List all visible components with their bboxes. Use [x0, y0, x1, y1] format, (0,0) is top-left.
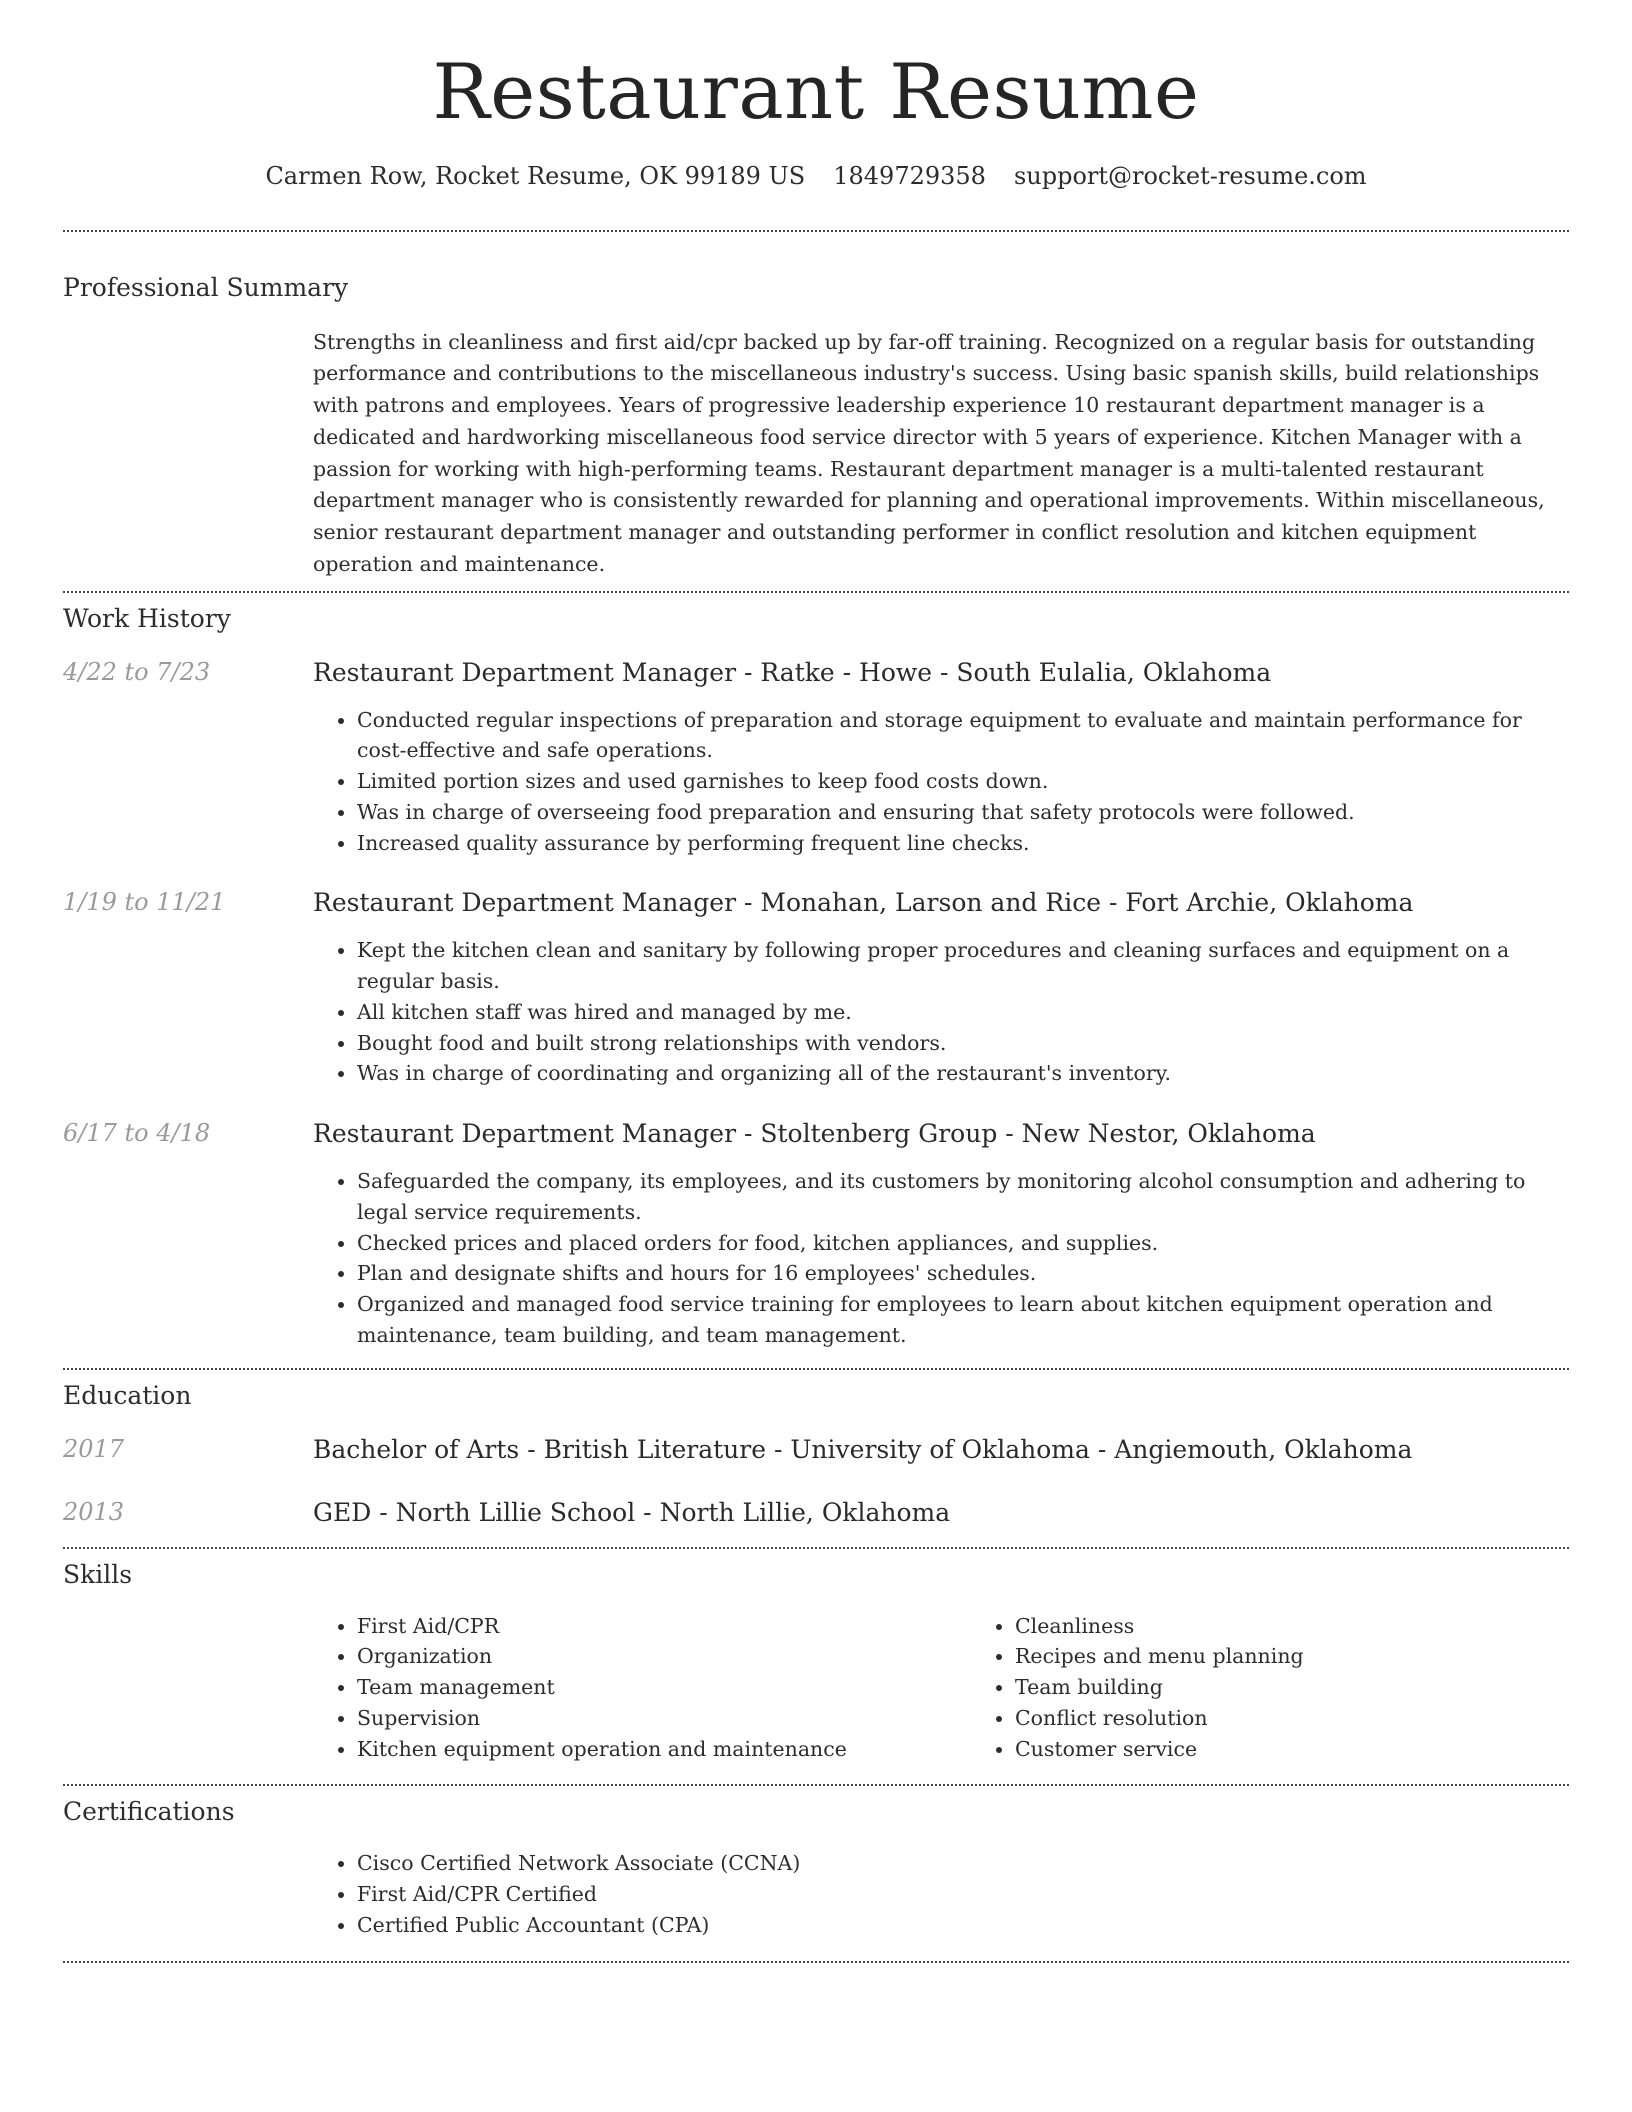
job-dates: 1/19 to 11/21	[63, 888, 226, 917]
skill-item: • Conflict resolution	[1015, 1703, 1629, 1734]
contact-address: Carmen Row, Rocket Resume, OK 99189 US	[265, 161, 806, 190]
job-heading: Restaurant Department Manager - Ratke - Howe - South Eulalia, Oklahoma	[313, 657, 1272, 687]
job-bullet: • Organized and managed food service training for employees to learn about kitchen equipment operation and maintenance, team building, and team management.	[357, 1289, 1569, 1351]
skills-list-right	[971, 1611, 1629, 1765]
summary-text: Strengths in cleanliness and first aid/cpr backed up by far-off training. Recognized on a regular basis for outstanding performance and contributions to the miscellaneous industry's success. Using basic spanish skills, build relationships with patrons and employees. Years of progressive leadership experience 10 restaurant department manager is a dedicated and hardworking miscellaneous food service director with 5 years of experience. Kitchen Manager with a passion for working with high-performing teams. Restaurant department manager is a multi-talented restaurant department manager who is consistently rewarded for planning and operational improvements. Within miscellaneous, senior restaurant department manager and outstanding performer in conflict resolution and kitchen equipment operation and maintenance.	[313, 329, 1545, 576]
skill-item: • First Aid/CPR	[357, 1611, 971, 1642]
education-entry	[63, 1498, 1569, 1527]
job-dates: 6/17 to 4/18	[63, 1119, 211, 1148]
job-bullets	[313, 1166, 1569, 1351]
education-section	[63, 1381, 1569, 1527]
certification-item: • Cisco Certified Network Associate (CCNA)	[357, 1848, 1569, 1879]
job-bullet: • Was in charge of overseeing food preparation and ensuring that safety protocols were followed.	[357, 797, 1569, 828]
section-title-certifications: Certifications	[63, 1797, 235, 1827]
education-entry	[63, 1435, 1569, 1464]
work-history-section	[63, 604, 1569, 1351]
skill-item: • Team management	[357, 1672, 971, 1703]
job-bullet: • Conducted regular inspections of preparation and storage equipment to evaluate and maintain performance for cost-effective and safe operations.	[357, 705, 1569, 767]
education-heading: GED - North Lillie School - North Lillie, Oklahoma	[313, 1497, 951, 1527]
education-year: 2013	[63, 1497, 125, 1526]
section-divider	[63, 1368, 1569, 1370]
resume-title: Restaurant Resume	[432, 47, 1200, 136]
skill-item: • Recipes and menu planning	[1015, 1641, 1629, 1672]
job-bullet: • Was in charge of coordinating and organizing all of the restaurant's inventory.	[357, 1058, 1569, 1089]
header-divider	[63, 230, 1569, 232]
section-divider	[63, 1547, 1569, 1549]
skill-item: • Cleanliness	[1015, 1611, 1629, 1642]
job-bullet: • Checked prices and placed orders for food, kitchen appliances, and supplies.	[357, 1228, 1569, 1259]
education-year: 2017	[63, 1434, 125, 1463]
section-divider	[63, 591, 1569, 593]
skills-section	[63, 1560, 1569, 1765]
education-heading: Bachelor of Arts - British Literature - University of Oklahoma - Angiemouth, Oklahoma	[313, 1434, 1413, 1464]
skill-item: • Supervision	[357, 1703, 971, 1734]
job-entry	[63, 658, 1569, 859]
job-heading: Restaurant Department Manager - Stoltenberg Group - New Nestor, Oklahoma	[313, 1119, 1316, 1149]
job-bullet: • Plan and designate shifts and hours for 16 employees' schedules.	[357, 1258, 1569, 1289]
section-title-work: Work History	[63, 603, 231, 633]
job-bullet: • Bought food and built strong relationships with vendors.	[357, 1028, 1569, 1059]
certifications-list	[313, 1848, 1569, 1940]
job-entry	[63, 888, 1569, 1089]
section-title-summary: Professional Summary	[63, 272, 349, 302]
skills-list-left	[313, 1611, 971, 1765]
skill-item: • Organization	[357, 1641, 971, 1672]
skill-item: • Team building	[1015, 1672, 1629, 1703]
skill-item: • Kitchen equipment operation and maintenance	[357, 1734, 971, 1765]
job-bullet: • All kitchen staff was hired and managed by me.	[357, 997, 1569, 1028]
job-bullet: • Kept the kitchen clean and sanitary by following proper procedures and cleaning surfaces and equipment on a regular basis.	[357, 935, 1569, 997]
job-bullet: • Safeguarded the company, its employees, and its customers by monitoring alcohol consumption and adhering to legal service requirements.	[357, 1166, 1569, 1228]
certification-item: • Certified Public Accountant (CPA)	[357, 1910, 1569, 1941]
job-bullets	[313, 935, 1569, 1089]
contact-line	[63, 162, 1569, 190]
section-title-skills: Skills	[63, 1559, 133, 1589]
job-bullet: • Increased quality assurance by performing frequent line checks.	[357, 828, 1569, 859]
professional-summary-section	[63, 273, 1569, 581]
contact-phone: 1849729358	[833, 161, 986, 190]
job-heading: Restaurant Department Manager - Monahan, Larson and Rice - Fort Archie, Oklahoma	[313, 888, 1414, 918]
job-bullet: • Limited portion sizes and used garnishes to keep food costs down.	[357, 766, 1569, 797]
certifications-section	[63, 1797, 1569, 1940]
section-divider	[63, 1784, 1569, 1786]
section-title-education: Education	[63, 1380, 192, 1410]
contact-email: support@rocket-resume.com	[1013, 161, 1367, 190]
job-bullets	[313, 705, 1569, 859]
job-dates: 4/22 to 7/23	[63, 657, 211, 686]
job-entry	[63, 1119, 1569, 1351]
certification-item: • First Aid/CPR Certified	[357, 1879, 1569, 1910]
section-divider	[63, 1961, 1569, 1963]
skill-item: • Customer service	[1015, 1734, 1629, 1765]
